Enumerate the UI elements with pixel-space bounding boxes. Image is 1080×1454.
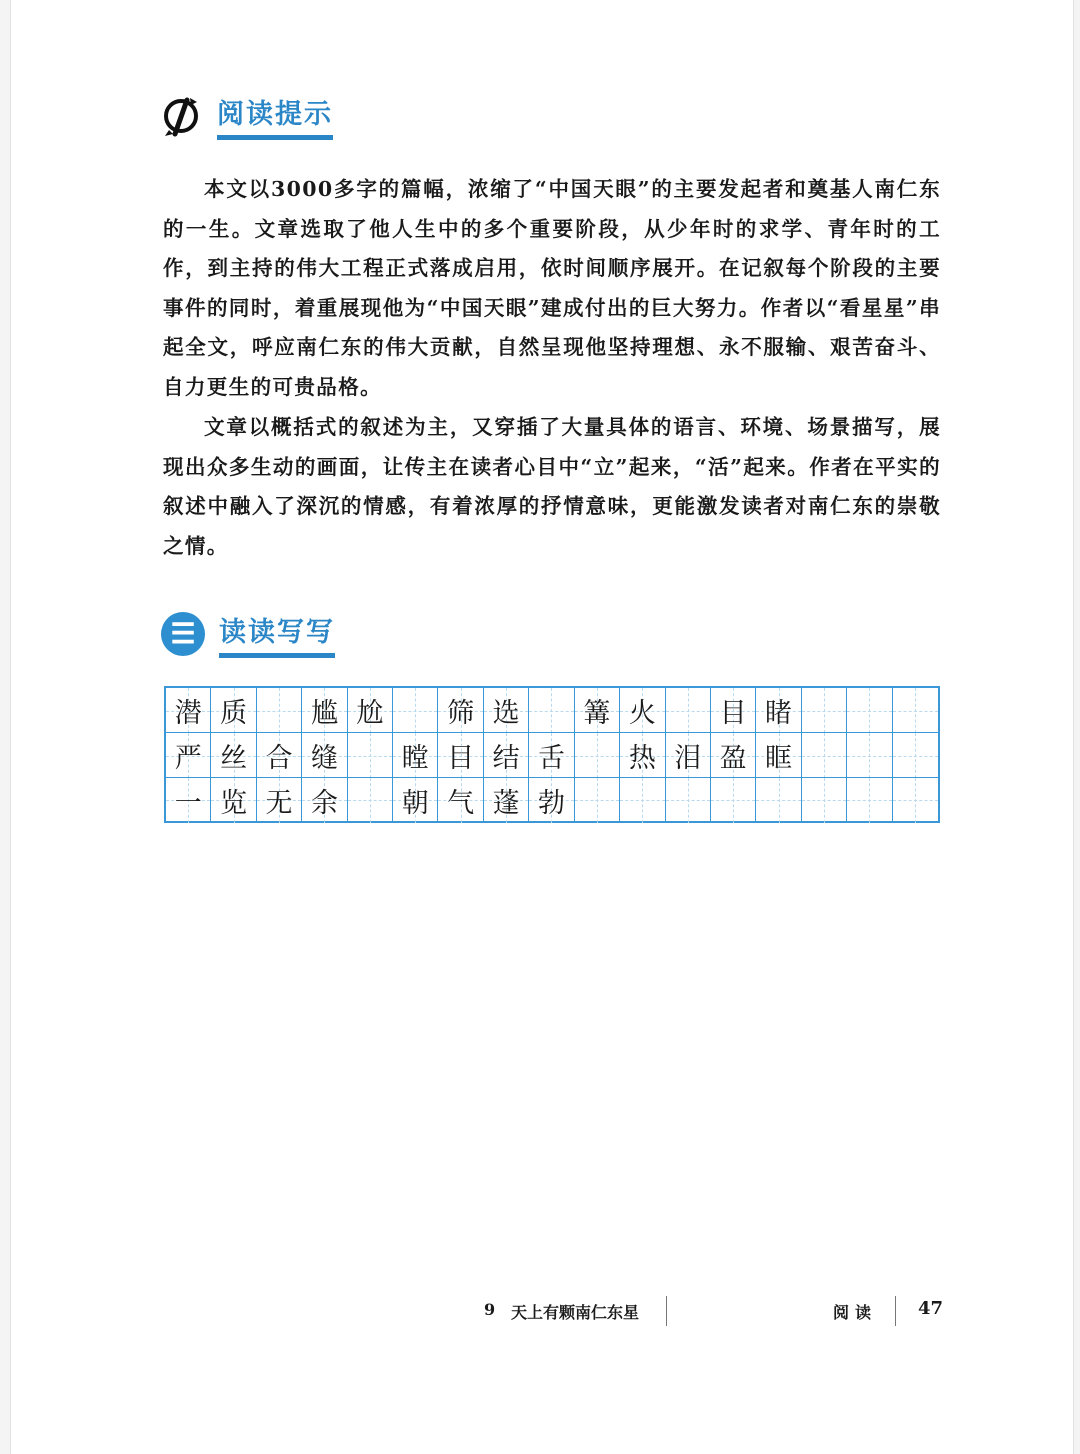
- grid-character: 余: [310, 787, 338, 819]
- grid-character: 篝: [583, 698, 611, 729]
- grid-cell: [847, 688, 892, 733]
- grid-character: 气: [447, 787, 475, 819]
- grid-cell: [893, 778, 938, 823]
- grid-cell: [847, 778, 892, 823]
- page-footer: [11, 1296, 1073, 1326]
- tips-paragraph-2: 文章以概括式的叙述为主，又穿插了大量具体的语言、环境、场景描写，展现出众多生动的画面，让传主在读者心目中“立”起来，“活”起来。作者在平实的叙述中融入了深沉的情感，有着浓厚的抒情意味，更能激发读者对南仁东的崇敬之情。: [163, 415, 941, 558]
- grid-cell: [438, 733, 483, 778]
- grid-character: 盈: [719, 743, 747, 775]
- grid-character: 泪: [674, 743, 702, 775]
- vocabulary-grid: [164, 686, 940, 823]
- grid-character: 潜: [174, 698, 202, 729]
- read-write-title: 读读写写: [219, 610, 335, 658]
- section-badge-glyph: ☰: [170, 617, 196, 650]
- grid-cell: [348, 688, 393, 733]
- grid-cell: [484, 688, 529, 733]
- grid-cell: [211, 733, 256, 778]
- reading-tips-header: [161, 92, 333, 140]
- grid-character: 一: [174, 787, 202, 819]
- grid-character: 瞠: [401, 743, 429, 775]
- grid-character: 结: [492, 743, 520, 775]
- grid-cell: [756, 733, 801, 778]
- grid-cell: [666, 778, 711, 823]
- grid-cell: [257, 778, 302, 823]
- grid-cell: [711, 733, 756, 778]
- grid-cell: [802, 688, 847, 733]
- grid-cell: [802, 733, 847, 778]
- lesson-title: 天上有颗南仁东星: [511, 1303, 640, 1322]
- grid-character: 目: [719, 698, 747, 729]
- grid-cell: [802, 778, 847, 823]
- grid-character: 目: [447, 743, 475, 775]
- grid-cell: [302, 778, 347, 823]
- grid-cell: [529, 733, 574, 778]
- grid-character: 严: [174, 743, 202, 775]
- grid-character: 热: [628, 743, 656, 775]
- read-write-header: [161, 610, 335, 658]
- grid-cell: [166, 688, 211, 733]
- grid-cell: [211, 688, 256, 733]
- grid-character: 蓬: [492, 787, 520, 819]
- grid-cell: [348, 778, 393, 823]
- grid-cell: [575, 688, 620, 733]
- grid-cell: [393, 733, 438, 778]
- textbook-page: [10, 0, 1074, 1454]
- grid-cell: [711, 778, 756, 823]
- grid-cell: [257, 688, 302, 733]
- reading-tips-title: 阅读提示: [217, 92, 333, 140]
- grid-cell: [438, 778, 483, 823]
- grid-character: 眶: [765, 743, 793, 775]
- grid-character: 缝: [310, 743, 338, 775]
- grid-cell: [529, 778, 574, 823]
- grid-cell: [620, 778, 665, 823]
- grid-cell: [393, 778, 438, 823]
- grid-cell: [893, 733, 938, 778]
- grid-cell: [575, 778, 620, 823]
- grid-cell: [893, 688, 938, 733]
- grid-character: 睹: [765, 698, 793, 729]
- grid-cell: [166, 778, 211, 823]
- grid-character: 舌: [537, 743, 565, 775]
- grid-character: 览: [220, 787, 248, 819]
- section-label: 阅读: [833, 1303, 878, 1322]
- grid-cell: [756, 778, 801, 823]
- grid-cell: [257, 733, 302, 778]
- grid-cell: [393, 688, 438, 733]
- grid-character: 合: [265, 743, 293, 775]
- grid-character: 尴: [310, 698, 338, 729]
- grid-cell: [211, 778, 256, 823]
- grid-cell: [302, 733, 347, 778]
- grid-cell: [302, 688, 347, 733]
- lesson-number: 9: [484, 1300, 496, 1319]
- grid-cell: [847, 733, 892, 778]
- grid-cell: [666, 733, 711, 778]
- grid-cell: [756, 688, 801, 733]
- footer-divider: [666, 1296, 667, 1326]
- grid-cell: [666, 688, 711, 733]
- grid-character: 筛: [447, 698, 475, 729]
- grid-cell: [484, 778, 529, 823]
- grid-cell: [711, 688, 756, 733]
- grid-cell: [438, 688, 483, 733]
- reading-tips-icon: [161, 94, 205, 138]
- page-number: 47: [918, 1298, 944, 1319]
- grid-character: 丝: [220, 743, 248, 775]
- footer-divider: [895, 1296, 896, 1326]
- grid-character: 无: [265, 787, 293, 819]
- grid-cell: [348, 733, 393, 778]
- grid-cell: [529, 688, 574, 733]
- grid-character: 质: [220, 698, 248, 729]
- grid-cell: [166, 733, 211, 778]
- grid-row: [166, 732, 938, 778]
- grid-cell: [484, 733, 529, 778]
- grid-character: 尬: [356, 698, 384, 729]
- grid-cell: [620, 733, 665, 778]
- tips-paragraph-1: 本文以3000多字的篇幅，浓缩了“中国天眼”的主要发起者和奠基人南仁东的一生。文章选取了他人生中的多个重要阶段，从少年时的求学、青年时的工作，到主持的伟大工程正式落成启用，依时间顺序展开。在记叙每个阶段的主要事件的同时，着重展现他为“中国天眼”建成付出的巨大努力。作者以“看星星”串起全文，呼应南仁东的伟大贡献，自然呈现他坚持理想、永不服输、艰苦奋斗、自力更生的可贵品格。: [163, 177, 941, 399]
- section-three-icon: [161, 612, 205, 656]
- grid-cell: [620, 688, 665, 733]
- grid-cell: [575, 733, 620, 778]
- grid-character: 朝: [401, 787, 429, 819]
- grid-character: 选: [492, 698, 520, 729]
- grid-row: [166, 688, 938, 733]
- grid-character: 勃: [537, 787, 565, 819]
- grid-row: [166, 777, 938, 823]
- grid-character: 火: [628, 698, 656, 729]
